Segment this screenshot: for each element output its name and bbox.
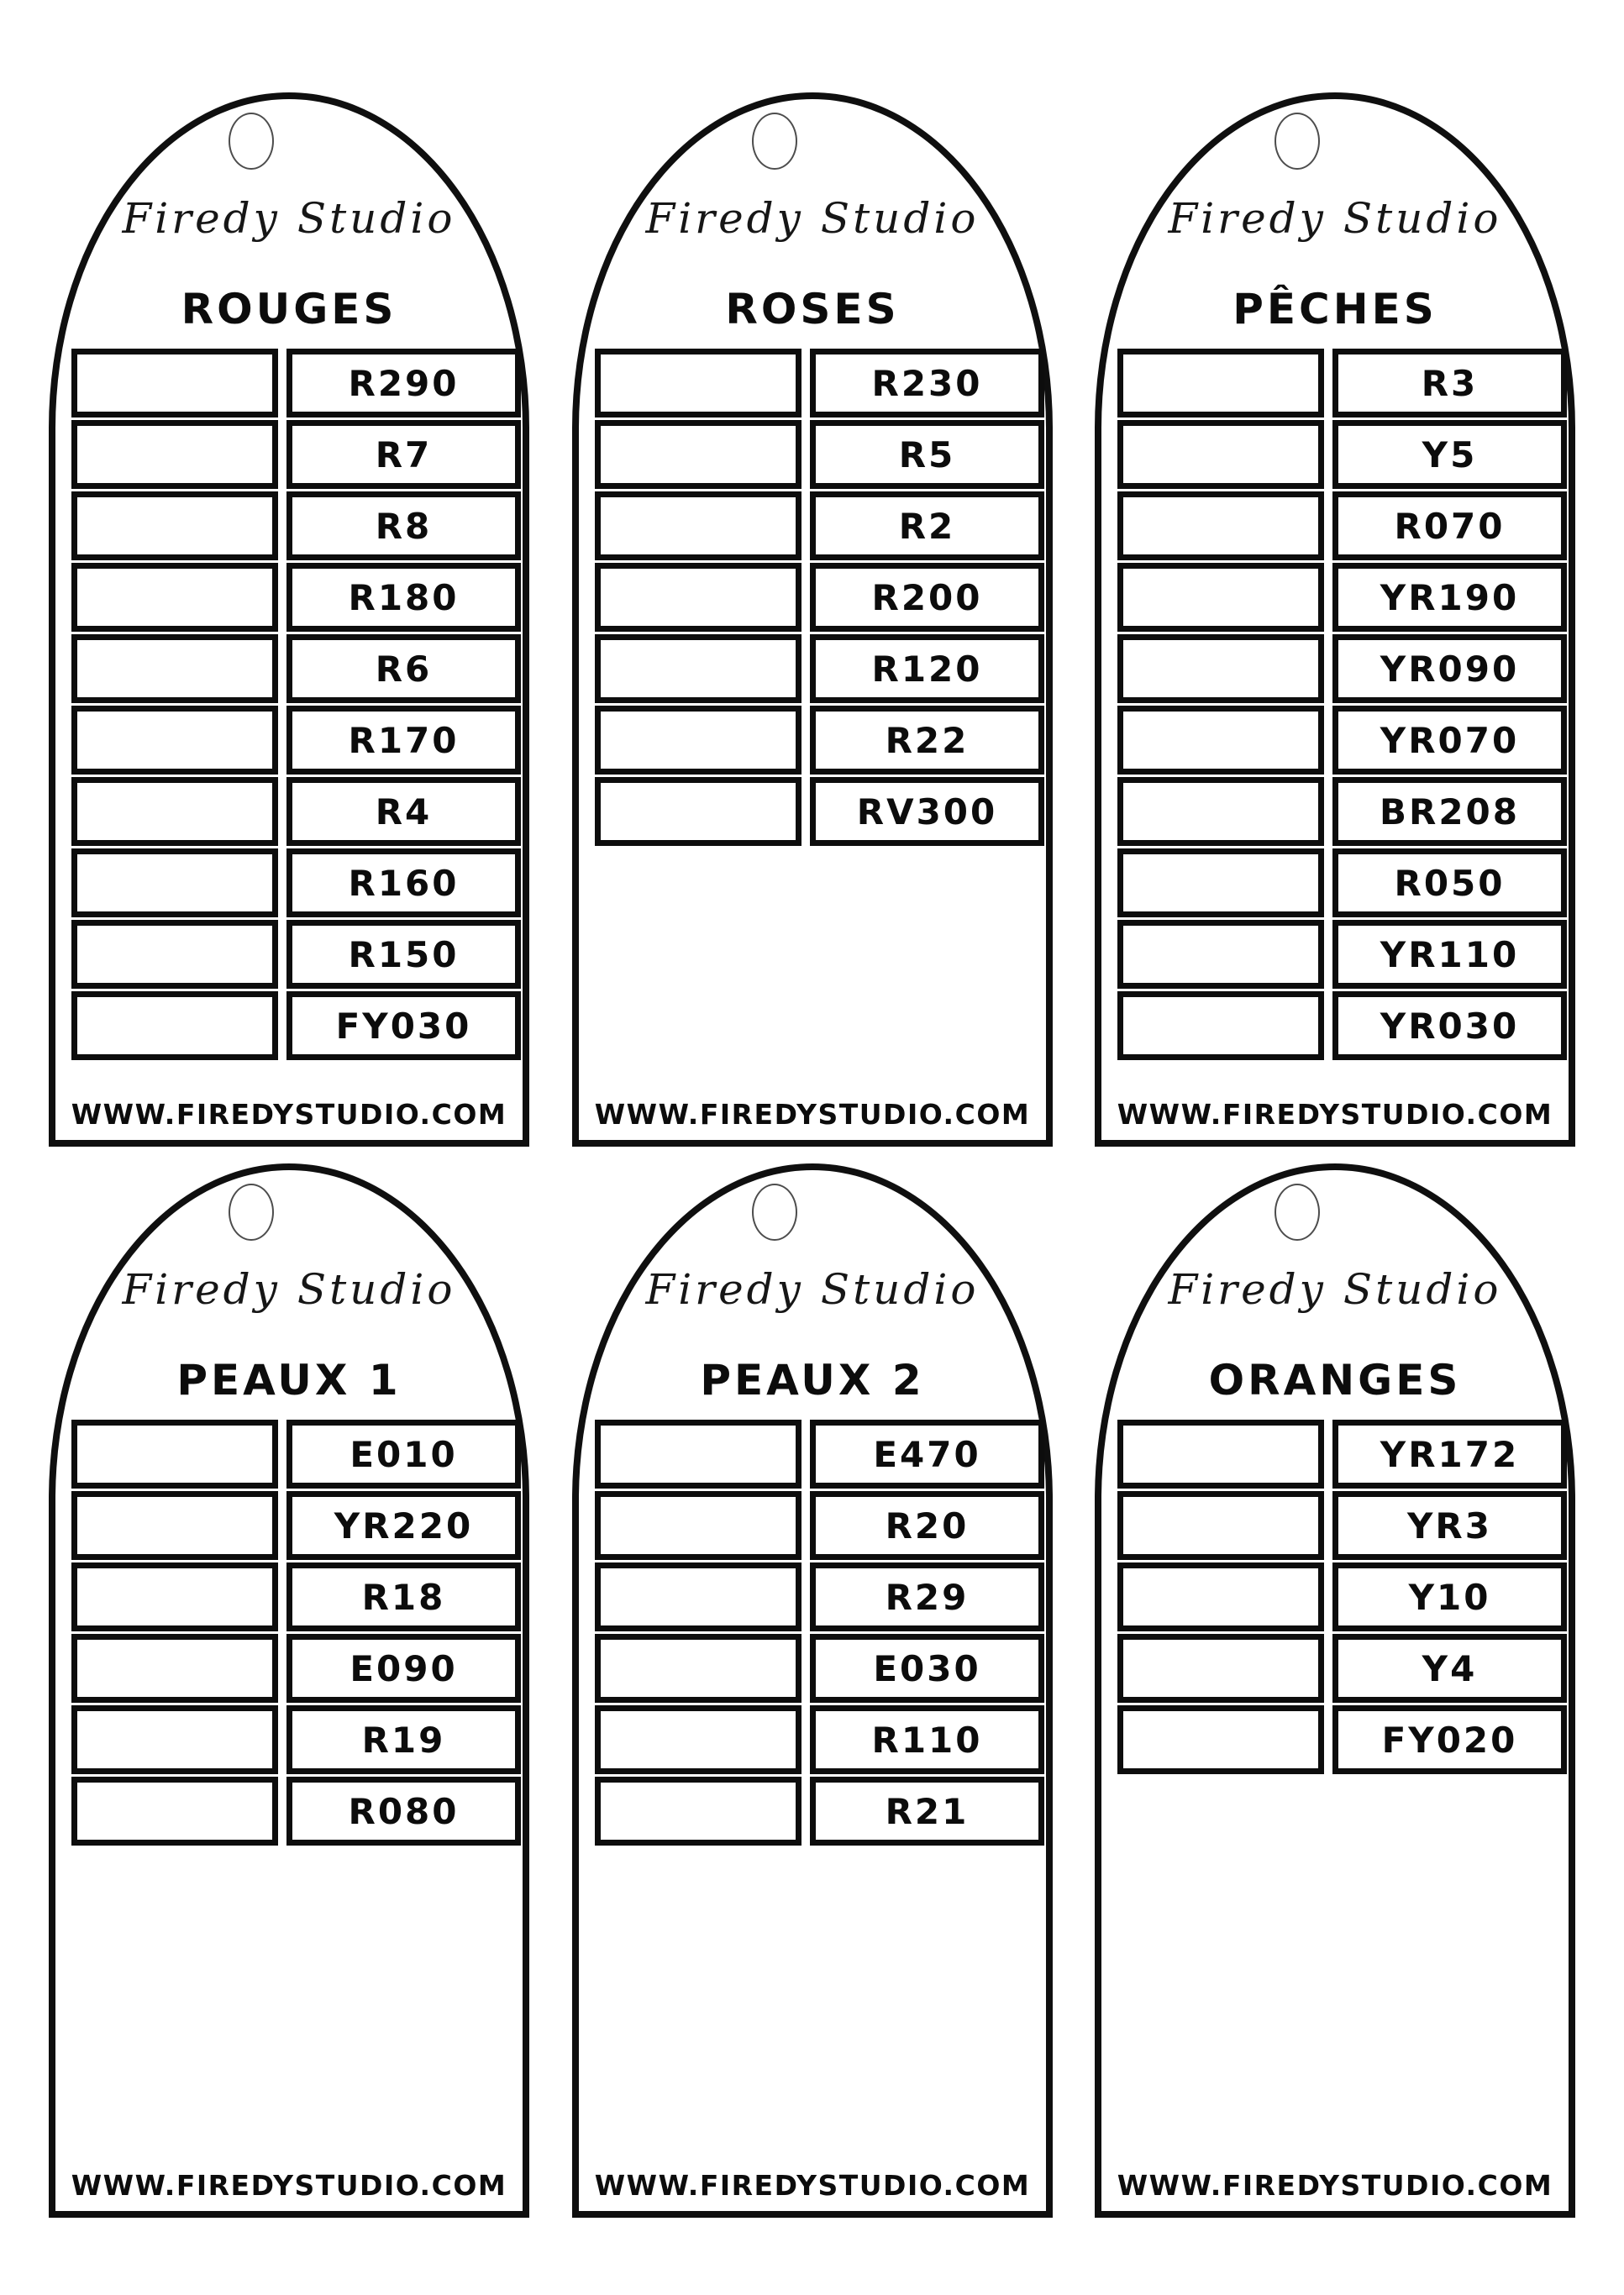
brand-logo: Firedy Studio xyxy=(1168,194,1502,243)
marker-code-cell: YR190 xyxy=(1332,563,1567,632)
marker-code-cell: R170 xyxy=(286,706,521,775)
swatch-cell-empty xyxy=(71,777,278,846)
website-footer: WWW.FIREDYSTUDIO.COM xyxy=(1117,2169,1553,2202)
swatch-cell-empty xyxy=(595,420,801,489)
marker-code-cell: Y5 xyxy=(1332,420,1567,489)
brand-logo: Firedy Studio xyxy=(645,194,980,243)
swatch-cell-empty xyxy=(1117,563,1324,632)
marker-code-cell: E010 xyxy=(286,1420,521,1489)
swatch-cell-empty xyxy=(71,634,278,703)
brand-logo: Firedy Studio xyxy=(122,194,456,243)
marker-code-cell: YR090 xyxy=(1332,634,1567,703)
swatch-cell-empty xyxy=(595,1420,801,1489)
swatch-cell-empty xyxy=(595,634,801,703)
swatch-cell-empty xyxy=(1117,1705,1324,1774)
marker-code-cell: R120 xyxy=(810,634,1044,703)
marker-code-cell: R3 xyxy=(1332,349,1567,418)
marker-code-cell: Y10 xyxy=(1332,1562,1567,1631)
website-footer: WWW.FIREDYSTUDIO.COM xyxy=(71,1098,507,1131)
swatch-cell-empty xyxy=(1117,1634,1324,1703)
swatch-cell-empty xyxy=(71,920,278,989)
marker-code-cell: R6 xyxy=(286,634,521,703)
marker-code-cell: R7 xyxy=(286,420,521,489)
tag-title: PEAUX 1 xyxy=(176,1356,402,1405)
marker-code-cell: E090 xyxy=(286,1634,521,1703)
punch-hole xyxy=(1274,1184,1320,1241)
swatch-cell-empty xyxy=(71,1705,278,1774)
marker-code-cell: RV300 xyxy=(810,777,1044,846)
marker-code-cell: R8 xyxy=(286,491,521,560)
swatch-cell-empty xyxy=(595,563,801,632)
swatch-cell-empty xyxy=(1117,920,1324,989)
swatch-tag-peaux-1 xyxy=(49,1163,529,2218)
swatch-cell-empty xyxy=(1117,848,1324,917)
website-footer: WWW.FIREDYSTUDIO.COM xyxy=(594,2169,1031,2202)
marker-code-cell: R5 xyxy=(810,420,1044,489)
marker-code-cell: R150 xyxy=(286,920,521,989)
swatch-tag-roses xyxy=(572,92,1053,1147)
tag-title: ROSES xyxy=(725,285,900,333)
tag-title: ROUGES xyxy=(181,285,397,333)
swatch-cell-empty xyxy=(1117,491,1324,560)
swatch-cell-empty xyxy=(1117,1491,1324,1560)
swatch-cell-empty xyxy=(1117,706,1324,775)
swatch-cell-empty xyxy=(71,1420,278,1489)
marker-code-cell: FY030 xyxy=(286,991,521,1060)
marker-code-cell: R050 xyxy=(1332,848,1567,917)
swatch-table xyxy=(71,349,521,1060)
punch-hole xyxy=(752,1184,797,1241)
marker-code-cell: R160 xyxy=(286,848,521,917)
marker-code-cell: YR3 xyxy=(1332,1491,1567,1560)
marker-code-cell: BR208 xyxy=(1332,777,1567,846)
brand-logo: Firedy Studio xyxy=(1168,1265,1502,1314)
swatch-cell-empty xyxy=(595,777,801,846)
marker-code-cell: R19 xyxy=(286,1705,521,1774)
marker-code-cell: R4 xyxy=(286,777,521,846)
punch-hole xyxy=(752,113,797,170)
marker-code-cell: R18 xyxy=(286,1562,521,1631)
swatch-cell-empty xyxy=(71,349,278,418)
marker-code-cell: YR070 xyxy=(1332,706,1567,775)
marker-code-cell: YR172 xyxy=(1332,1420,1567,1489)
swatch-cell-empty xyxy=(71,420,278,489)
marker-code-cell: E030 xyxy=(810,1634,1044,1703)
brand-logo: Firedy Studio xyxy=(122,1265,456,1314)
swatch-cell-empty xyxy=(71,706,278,775)
swatch-cell-empty xyxy=(1117,634,1324,703)
swatch-cell-empty xyxy=(595,706,801,775)
marker-code-cell: Y4 xyxy=(1332,1634,1567,1703)
marker-code-cell: R290 xyxy=(286,349,521,418)
swatch-cell-empty xyxy=(595,1562,801,1631)
brand-logo: Firedy Studio xyxy=(645,1265,980,1314)
swatch-cell-empty xyxy=(71,1491,278,1560)
swatch-cell-empty xyxy=(71,1777,278,1846)
swatch-tag-rouges xyxy=(49,92,529,1147)
swatch-tag-peaux-2 xyxy=(572,1163,1053,2218)
marker-code-cell: FY020 xyxy=(1332,1705,1567,1774)
swatch-cell-empty xyxy=(595,1777,801,1846)
punch-hole xyxy=(229,113,274,170)
swatch-cell-empty xyxy=(71,1634,278,1703)
marker-code-cell: R070 xyxy=(1332,491,1567,560)
swatch-cell-empty xyxy=(595,1491,801,1560)
swatch-cell-empty xyxy=(71,991,278,1060)
marker-code-cell: R180 xyxy=(286,563,521,632)
website-footer: WWW.FIREDYSTUDIO.COM xyxy=(71,2169,507,2202)
swatch-cell-empty xyxy=(1117,1420,1324,1489)
swatch-table xyxy=(1117,1420,1567,1774)
marker-code-cell: R29 xyxy=(810,1562,1044,1631)
swatch-cell-empty xyxy=(1117,1562,1324,1631)
swatch-cell-empty xyxy=(71,1562,278,1631)
swatch-tag-peches xyxy=(1095,92,1575,1147)
tag-title: PEAUX 2 xyxy=(700,1356,925,1405)
marker-code-cell: R230 xyxy=(810,349,1044,418)
swatch-cell-empty xyxy=(1117,349,1324,418)
punch-hole xyxy=(1274,113,1320,170)
swatch-table xyxy=(595,349,1044,846)
swatch-cell-empty xyxy=(1117,991,1324,1060)
tag-title: PÊCHES xyxy=(1232,285,1437,333)
swatch-cell-empty xyxy=(1117,420,1324,489)
marker-code-cell: YR110 xyxy=(1332,920,1567,989)
marker-code-cell: R22 xyxy=(810,706,1044,775)
swatch-cell-empty xyxy=(1117,777,1324,846)
swatch-cell-empty xyxy=(595,491,801,560)
punch-hole xyxy=(229,1184,274,1241)
swatch-cell-empty xyxy=(595,1634,801,1703)
website-footer: WWW.FIREDYSTUDIO.COM xyxy=(594,1098,1031,1131)
swatch-table xyxy=(1117,349,1567,1060)
swatch-tag-oranges xyxy=(1095,1163,1575,2218)
marker-code-cell: R200 xyxy=(810,563,1044,632)
swatch-table xyxy=(71,1420,521,1846)
marker-code-cell: YR220 xyxy=(286,1491,521,1560)
marker-code-cell: R110 xyxy=(810,1705,1044,1774)
marker-code-cell: R21 xyxy=(810,1777,1044,1846)
swatch-cell-empty xyxy=(71,848,278,917)
marker-code-cell: E470 xyxy=(810,1420,1044,1489)
website-footer: WWW.FIREDYSTUDIO.COM xyxy=(1117,1098,1553,1131)
marker-code-cell: R080 xyxy=(286,1777,521,1846)
swatch-cell-empty xyxy=(71,563,278,632)
swatch-cell-empty xyxy=(595,1705,801,1774)
marker-code-cell: YR030 xyxy=(1332,991,1567,1060)
swatch-cell-empty xyxy=(71,491,278,560)
swatch-table xyxy=(595,1420,1044,1846)
swatch-cell-empty xyxy=(595,349,801,418)
marker-code-cell: R20 xyxy=(810,1491,1044,1560)
marker-code-cell: R2 xyxy=(810,491,1044,560)
tag-title: ORANGES xyxy=(1208,1356,1462,1405)
